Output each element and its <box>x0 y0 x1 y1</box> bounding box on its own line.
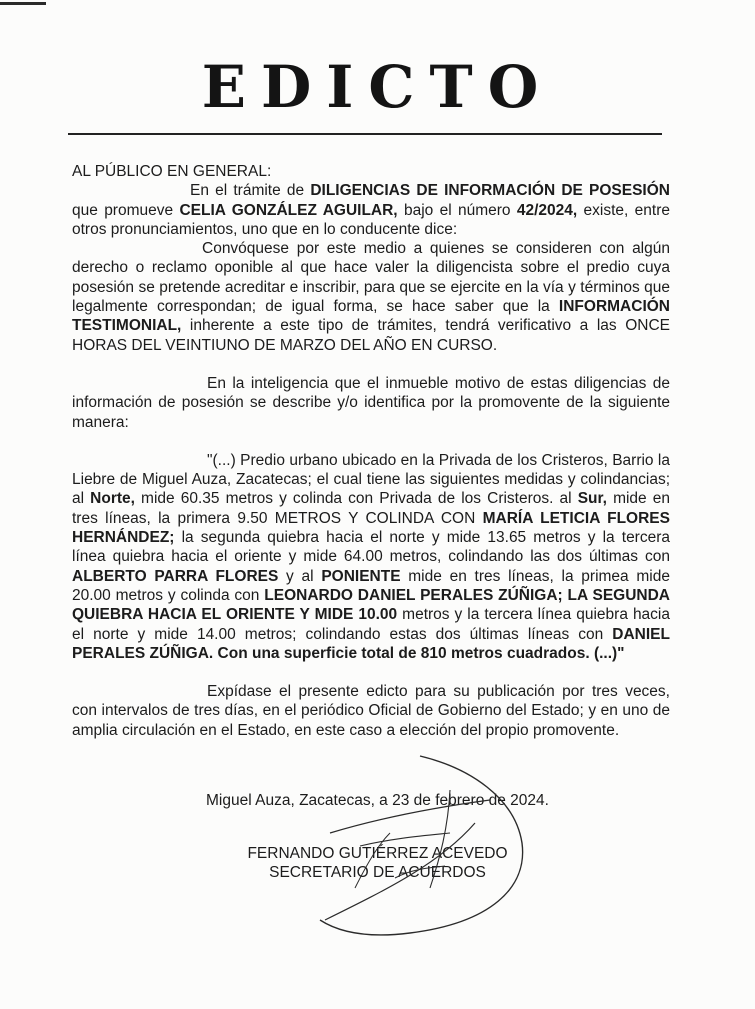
bold-segment: CELIA GONZÁLEZ AGUILAR, <box>179 201 398 219</box>
bold-segment: MARÍA LETICIA FLORES HERNÁNDEZ; <box>72 509 670 547</box>
bold-segment: INFORMACIÓN TESTIMONIAL, <box>72 298 670 335</box>
bold-segment: Norte, <box>90 490 135 508</box>
text-segment: y al <box>278 567 322 585</box>
document-title: EDICTO <box>201 53 554 121</box>
text-segment: bajo el número <box>397 201 517 219</box>
text-segment: inherente a este tipo de trámites, tendrá verificativo a las ONCE HORAS DEL VEINTIUNO DE MARZO DEL AÑO EN CURSO. <box>72 317 670 354</box>
text-segment: mide en tres líneas, la primea mide 20.00 metros y colinda con <box>72 567 670 604</box>
paragraph-description-intro: En la inteligencia que el inmueble motivo de estas diligencias de información de posesión se describe y/o identifica por la promovente de la siguiente manera: <box>72 374 670 431</box>
paragraph-publication: Expídase el presente edicto para su publicación por tres veces, con intervalos de tres días, en el periódico Oficial de Gobierno del Estado; y en uno de amplia circulación en el Estado, en este caso a elección del propio promovente. <box>72 683 670 739</box>
text-segment: existe, entre otros pronunciamientos, uno que en lo conducente dice: <box>72 201 671 238</box>
paragraph-gap <box>72 432 670 451</box>
bold-segment: LEONARDO DANIEL PERALES ZÚÑIGA; LA SEGUNDA QUIEBRA HACIA EL ORIENTE Y MIDE 10.00 <box>72 586 670 624</box>
signer-title: SECRETARIO DE ACUERDOS <box>269 864 486 881</box>
scan-corner-mark <box>0 2 46 5</box>
text-segment: Convóquese por este medio a quienes se consideren con algún derecho o reclamo oponible al que hace valer la diligencista sobre el predio cuya posesión se pretende acreditar e inscribir, para que se ejercite en la vía y términos que legalmente correspondan; de igual forma, se hace saber que la <box>72 240 670 316</box>
bold-segment: PONIENTE <box>321 567 401 585</box>
paragraph-gap <box>72 355 670 374</box>
bold-segment: ALBERTO PARRA FLORES <box>72 567 279 585</box>
bold-segment: Sur, <box>577 490 607 508</box>
text-segment: En el trámite de <box>190 182 311 200</box>
paragraph-summons <box>72 239 670 355</box>
text-segment: "(...) Predio urbano ubicado en la Privada de los Cristeros, Barrio la Liebre de Miguel Auza, Zacatecas; el cual tiene las siguientes medidas y colindancias; al <box>72 451 670 508</box>
text-segment: que promueve <box>72 201 180 219</box>
text-segment: mide en tres líneas, la primera 9.50 METROS Y COLINDA CON <box>72 490 671 527</box>
place-and-date: Miguel Auza, Zacatecas, a 23 de febrero de 2024. <box>206 792 549 809</box>
text-segment: metros y la tercera línea quiebra hacia el norte y mide 14.00 metros; colindando estas dos últimas líneas con <box>72 606 670 643</box>
title-divider <box>68 133 662 135</box>
document-body <box>72 162 670 740</box>
paragraph-property-description <box>72 451 670 663</box>
text-segment: la segunda quiebra hacia el norte y mide 13.65 metros y la tercera línea quiebra hacia el oriente y mide 64.00 metros, colindando las dos últimas con <box>72 529 670 566</box>
signer-name: FERNANDO GUTIÉRREZ ACEVEDO <box>247 845 508 862</box>
bold-segment: DANIEL PERALES ZÚÑIGA. Con una superficie total de 810 metros cuadrados. (...)" <box>72 625 670 662</box>
salutation: AL PÚBLICO EN GENERAL: <box>72 163 272 180</box>
bold-segment: DILIGENCIAS DE INFORMACIÓN DE POSESIÓN <box>310 182 670 200</box>
handwritten-signature <box>300 738 540 938</box>
bold-segment: 42/2024, <box>516 201 578 219</box>
paragraph-proceeding <box>72 181 670 239</box>
text-segment: mide 60.35 metros y colinda con Privada de los Cristeros. al <box>134 490 578 508</box>
paragraph-gap <box>72 663 670 682</box>
